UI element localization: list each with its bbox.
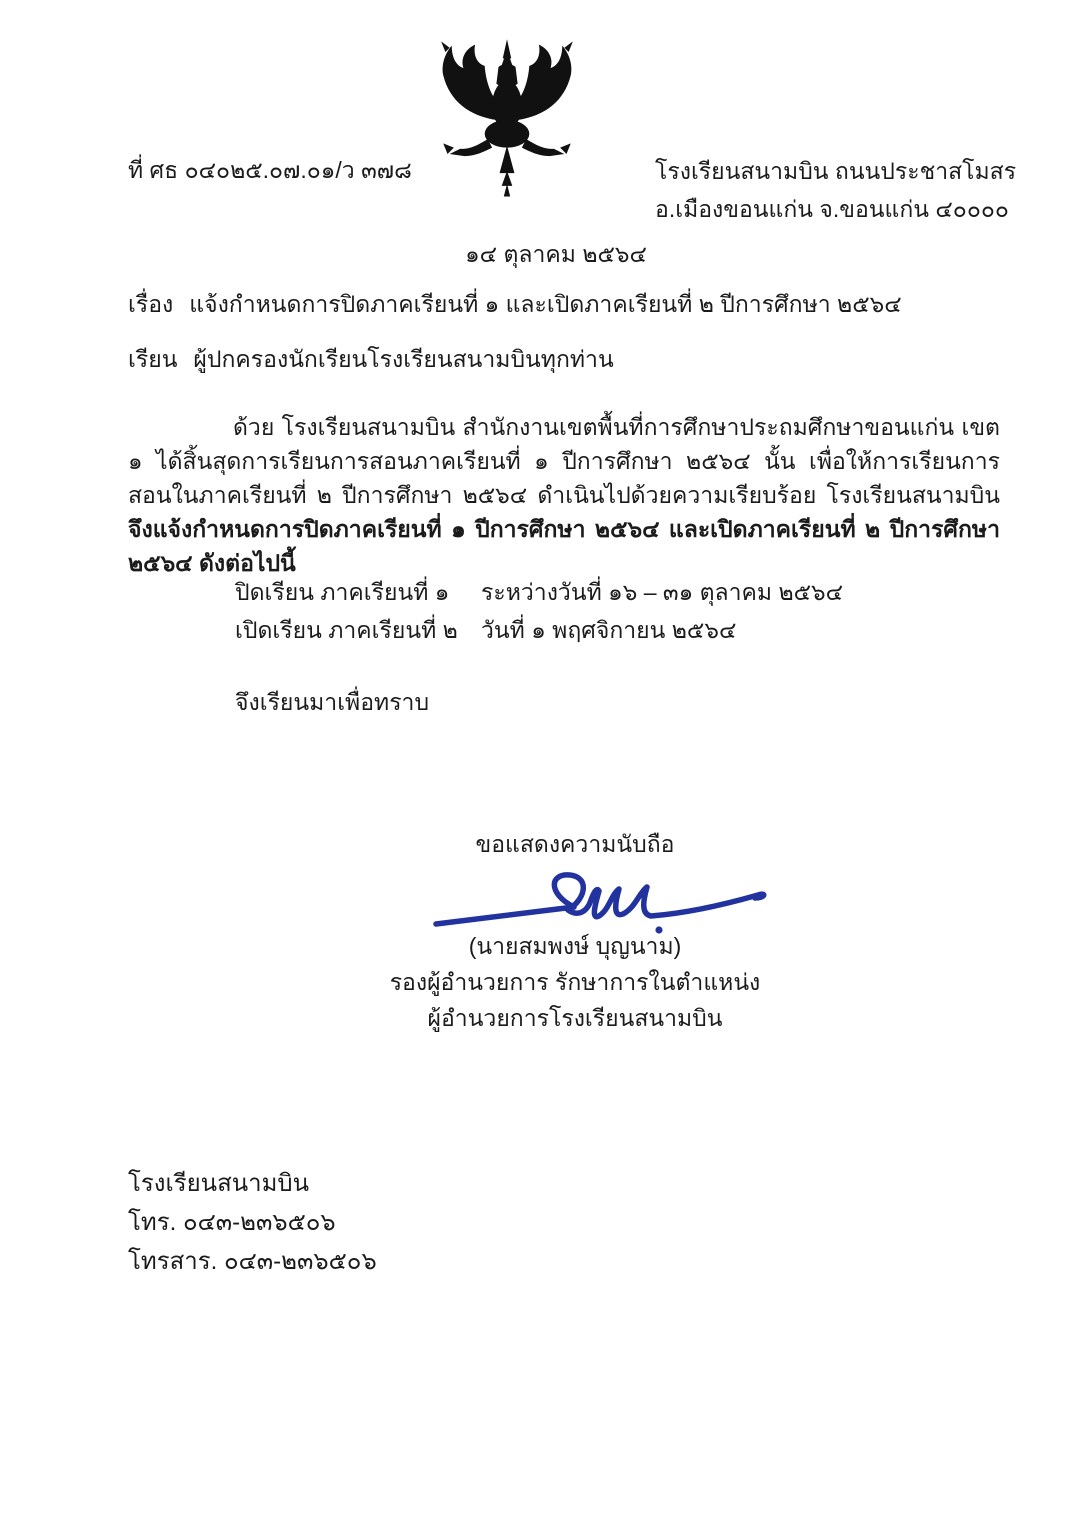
subject-label: เรื่อง xyxy=(128,291,174,317)
footer-tel: โทร. ๐๔๓-๒๓๖๕๐๖ xyxy=(128,1209,336,1236)
signer-title-2: ผู้อำนวยการโรงเรียนสนามบิน xyxy=(427,1005,723,1031)
schedule-open-label: เปิดเรียน ภาคเรียนที่ ๒ xyxy=(235,616,458,643)
schedule-open-value: วันที่ ๑ พฤศจิกายน ๒๕๖๔ xyxy=(481,616,737,643)
letter-date: ๑๔ ตุลาคม ๒๕๖๔ xyxy=(465,241,647,267)
garuda-emblem-icon xyxy=(422,34,592,206)
sender-line2: อ.เมืองขอนแก่น จ.ขอนแก่น ๔๐๐๐๐ xyxy=(655,196,1009,222)
signer-title-1: รองผู้อำนวยการ รักษาการในตำแหน่ง xyxy=(389,969,761,995)
reference-number: ที่ ศธ ๐๔๐๒๕.๐๗.๐๑/ว ๓๗๘ xyxy=(128,157,412,183)
body-text-bold: จึงแจ้งกำหนดการปิดภาคเรียนที่ ๑ ปีการศึกษา ๒๕๖๔ และเปิดภาคเรียนที่ ๒ ปีการศึกษา ๒๕๖๔ ดังต่อไปนี้ xyxy=(128,516,1000,576)
signer-block xyxy=(300,928,850,1036)
schedule-row-open xyxy=(235,616,843,645)
body-text: ด้วย โรงเรียนสนามบิน สำนักงานเขตพื้นที่การศึกษาประถมศึกษาขอนแก่น เขต ๑ ได้สิ้นสุดการเรียนการสอนภาคเรียนที่ ๑ ปีการศึกษา ๒๕๖๔ นั้น เพื่อให้การเรียนการสอนในภาคเรียนที่ ๒ ปีการศึกษา ๒๕๖๔ ดำเนินไปด้วยความเรียบร้อย โรงเรียนสนามบิน xyxy=(128,414,1000,508)
sender-line1: โรงเรียนสนามบิน ถนนประชาสโมสร xyxy=(655,158,1017,184)
subject-text: แจ้งกำหนดการปิดภาคเรียนที่ ๑ และเปิดภาคเรียนที่ ๒ ปีการศึกษา ๒๕๖๔ xyxy=(189,291,902,317)
closing-line: จึงเรียนมาเพื่อทราบ xyxy=(235,689,430,715)
schedule-row-close xyxy=(235,578,843,607)
footer-contact xyxy=(128,1164,377,1281)
subject-line xyxy=(128,290,902,319)
sign-off: ขอแสดงความนับถือ xyxy=(475,831,675,857)
signer-name: (นายสมพงษ์ บุญนาม) xyxy=(468,933,682,959)
footer-org: โรงเรียนสนามบิน xyxy=(128,1170,310,1197)
schedule-close-value: ระหว่างวันที่ ๑๖ – ๓๑ ตุลาคม ๒๕๖๔ xyxy=(481,579,844,605)
recipient-label: เรียน xyxy=(128,346,178,372)
recipient-line xyxy=(128,345,614,374)
schedule-close-label: ปิดเรียน ภาคเรียนที่ ๑ xyxy=(235,579,450,605)
schedule-block xyxy=(235,578,843,654)
body-paragraph xyxy=(128,410,1000,580)
sender-address xyxy=(655,152,1017,228)
footer-fax: โทรสาร. ๐๔๓-๒๓๖๕๐๖ xyxy=(128,1248,377,1275)
recipient-text: ผู้ปกครองนักเรียนโรงเรียนสนามบินทุกท่าน xyxy=(193,346,614,372)
